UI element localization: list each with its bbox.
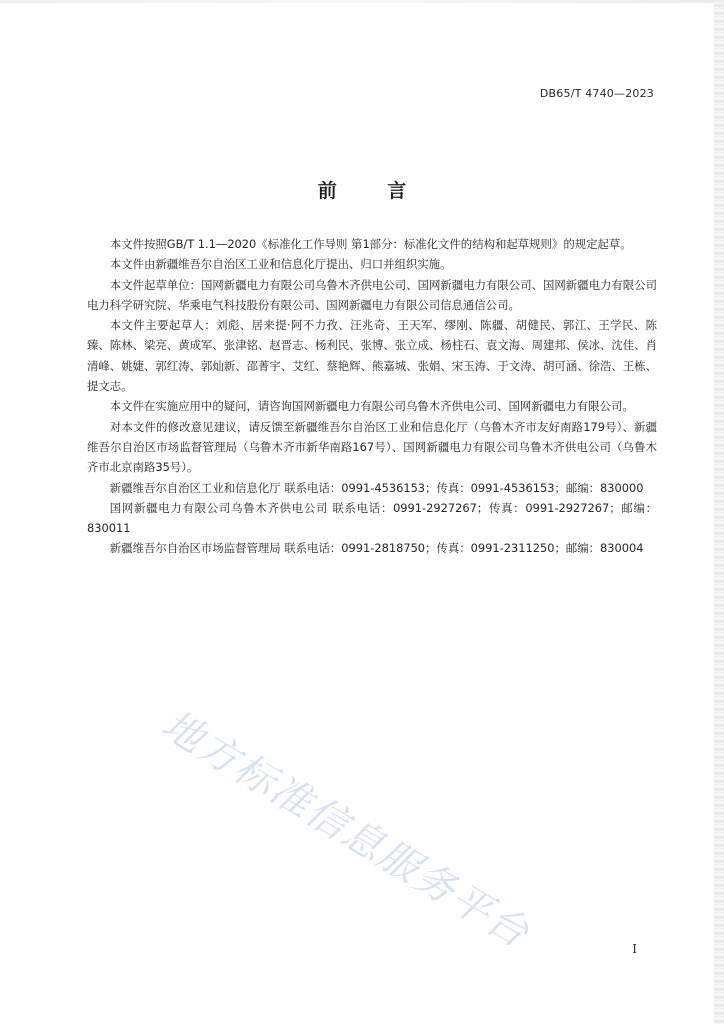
page-number: I [632,942,637,956]
paragraph-drafting-rules: 本文件按照GB/T 1.1—2020《标准化工作导则 第1部分：标准化文件的结构和起草规则》的规定起草。 [109,237,632,251]
document-code: DB65/T 4740—2023 [539,87,654,100]
scan-top-edge [0,0,724,3]
page-title: 前 言 [317,180,429,202]
scan-right-edge [714,0,724,1024]
paragraph-inquiries: 本文件在实施应用中的疑问，请咨询国网新疆电力有限公司乌鲁木齐供电公司、国网新疆电力有限公司。 [109,399,634,414]
paragraph-feedback: 对本文件的修改意见建议，请反馈至新疆维吾尔自治区工业和信息化厅（乌鲁木齐市友好南路179号）、新疆维吾尔自治区市场监督管理局（乌鲁木齐市新华南路167号）、国网新疆电力有限公司乌鲁木齐供电公司（乌鲁木齐市北京南路35号）。 [87,419,657,475]
contact-line-urumqi-power: 国网新疆电力有限公司乌鲁木齐供电公司 联系电话：0991-2927267；传真：0991-2927267；邮编：830011 [87,500,657,536]
watermark: 地方标准信息服务平台 [153,701,538,958]
contact-line-market-regulation: 新疆维吾尔自治区市场监督管理局 联系电话：0991-2818750；传真：0991-2311250；邮编：830004 [109,541,644,556]
foreword-body [87,234,657,559]
paragraph-drafting-units: 本文件起草单位：国网新疆电力有限公司乌鲁木齐供电公司、国网新疆电力有限公司、国网新疆电力有限公司电力科学研究院、华乘电气科技股份有限公司、国网新疆电力有限公司信息通信公司。 [87,277,657,312]
contact-line-industry-dept: 新疆维吾尔自治区工业和信息化厅 联系电话：0991-4536153；传真：0991-4536153；邮编：830000 [109,480,644,495]
paragraph-drafters: 本文件主要起草人：刘彪、居来提·阿不力孜、汪兆奇、王天军、缪刚、陈疆、胡健民、郭江、王学民、陈臻、陈林、梁亮、黄成军、张津铭、赵晋志、杨利民、张博、张立成、杨柱石、袁文海、周建邦、侯冰、沈佳、肖清峰、姚婕、郭红涛、郭灿新、邵菁宇、艾红、蔡艳辉、熊嘉城、张娟、宋玉涛、于文涛、胡可涵、徐浩、王栋、提文志。 [87,318,657,394]
paragraph-proposer: 本文件由新疆维吾尔自治区工业和信息化厅提出、归口并组织实施。 [109,257,452,272]
